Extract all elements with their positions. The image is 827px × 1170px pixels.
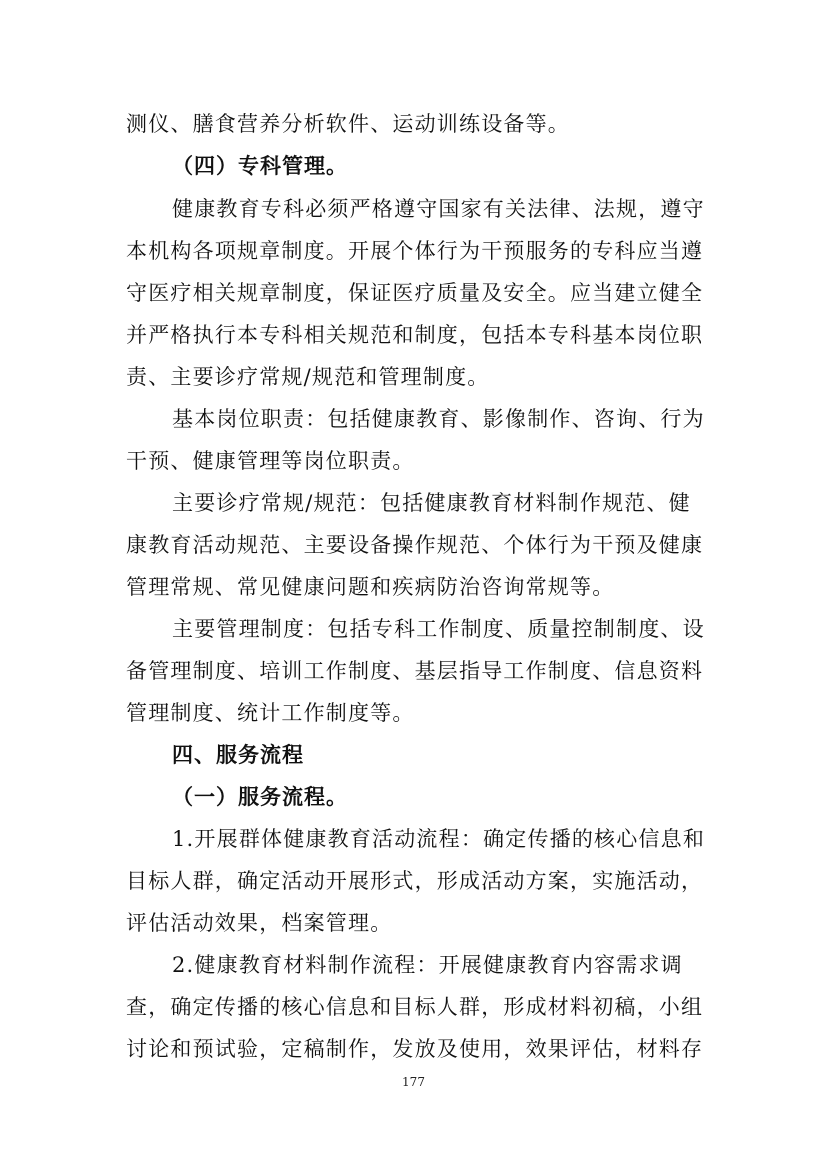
section-heading-specialty-management: （四）专科管理。 <box>172 154 348 178</box>
paragraph-line: 管理制度、统计工作制度等。 <box>126 701 415 725</box>
paragraph-line: 目标人群，确定活动开展形式，形成活动方案，实施活动， <box>126 869 704 893</box>
paragraph-line: 并严格执行本专科相关规范和制度，包括本专科基本岗位职 <box>126 323 704 347</box>
paragraph-line: 测仪、膳食营养分析软件、运动训练设备等。 <box>126 112 570 136</box>
paragraph-line: 管理常规、常见健康问题和疾病防治咨询常规等。 <box>126 575 615 599</box>
page-number: 177 <box>402 1075 425 1089</box>
paragraph-line: 备管理制度、培训工作制度、基层指导工作制度、信息资料 <box>126 659 704 683</box>
paragraph-line: 查，确定传播的核心信息和目标人群，形成材料初稿，小组 <box>126 995 704 1019</box>
paragraph-line: 本机构各项规章制度。开展个体行为干预服务的专科应当遵 <box>126 239 704 263</box>
section-heading-service-process: 四、服务流程 <box>172 743 304 767</box>
paragraph-line: 康教育活动规范、主要设备操作规范、个体行为干预及健康 <box>126 533 704 557</box>
paragraph-line: 责、主要诊疗常规/规范和管理制度。 <box>126 365 490 389</box>
paragraph-line: 主要管理制度：包括专科工作制度、质量控制制度、设 <box>172 617 705 641</box>
paragraph-line: 基本岗位职责：包括健康教育、影像制作、咨询、行为 <box>172 407 705 431</box>
subsection-heading-service-process: （一）服务流程。 <box>172 785 348 809</box>
paragraph-line: 2.健康教育材料制作流程：开展健康教育内容需求调 <box>172 953 683 977</box>
paragraph-line: 评估活动效果，档案管理。 <box>126 911 393 935</box>
paragraph-line: 主要诊疗常规/规范：包括健康教育材料制作规范、健 <box>172 491 691 515</box>
paragraph-line: 1.开展群体健康教育活动流程：确定传播的核心信息和 <box>172 827 706 851</box>
paragraph-line: 干预、健康管理等岗位职责。 <box>126 449 415 473</box>
paragraph-line: 守医疗相关规章制度，保证医疗质量及安全。应当建立健全 <box>126 281 704 305</box>
paragraph-line: 健康教育专科必须严格遵守国家有关法律、法规，遵守 <box>172 197 705 221</box>
paragraph-line: 讨论和预试验，定稿制作，发放及使用，效果评估，材料存 <box>126 1037 704 1061</box>
